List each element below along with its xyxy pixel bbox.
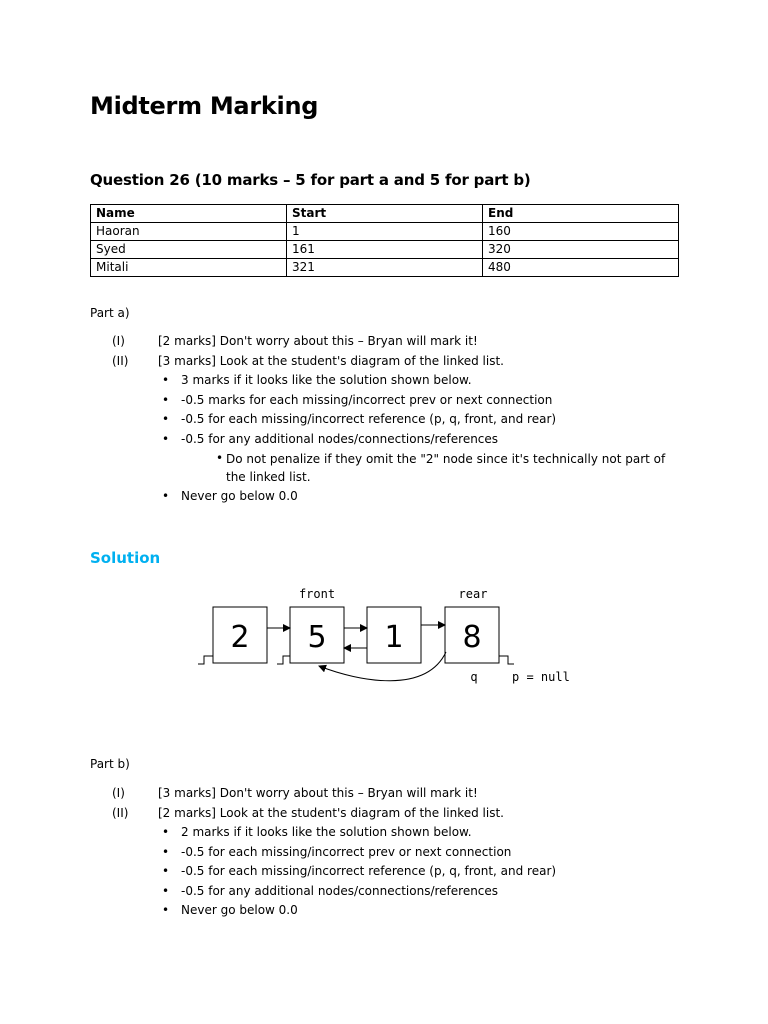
part-a-list (90, 332, 690, 507)
table-cell: 320 (483, 241, 679, 259)
item-text: [3 marks] Look at the student's diagram of the linked list. (158, 353, 504, 368)
bullet-icon: • (162, 489, 170, 503)
table-row (91, 259, 679, 277)
null-terminator (198, 656, 213, 664)
table-row (91, 223, 679, 241)
bullet-item (90, 823, 690, 843)
bullet-text: Never go below 0.0 (181, 903, 298, 917)
bullet-item (90, 430, 690, 450)
table-cell: 161 (287, 241, 483, 259)
bullet-item (90, 391, 690, 411)
bullet-item (90, 882, 690, 902)
bullet-text: Never go below 0.0 (181, 489, 298, 503)
item-number: (I) (112, 786, 125, 800)
table-header-row (91, 205, 679, 223)
table-row (91, 241, 679, 259)
list-item (90, 332, 690, 352)
bullet-item (90, 843, 690, 863)
node-value: 1 (384, 620, 404, 655)
bullet-icon: • (162, 431, 170, 446)
bullet-icon: • (162, 392, 170, 407)
list-item (90, 804, 690, 824)
node-value: 2 (230, 620, 250, 655)
question-heading: Question 26 (10 marks – 5 for part a and 5 for part b) (90, 171, 531, 189)
table-cell: 321 (287, 259, 483, 277)
bullet-icon: • (162, 903, 170, 917)
bullet-text: 2 marks if it looks like the solution shown below. (181, 825, 472, 839)
bullet-icon: • (162, 864, 170, 878)
node-value: 5 (307, 620, 327, 655)
bullet-text: -0.5 for each missing/incorrect reference (p, q, front, and rear) (181, 864, 557, 878)
document-title: Midterm Marking (90, 92, 319, 120)
bullet-icon: • (162, 373, 170, 387)
null-terminator (277, 656, 290, 664)
item-text: [2 marks] Look at the student's diagram of the linked list. (158, 805, 504, 820)
marker-assignment-table (90, 204, 679, 277)
table-cell: 1 (287, 223, 483, 241)
linked-list-diagram (190, 582, 590, 692)
table-header-cell: Name (91, 205, 287, 223)
node-value: 8 (462, 620, 482, 655)
table-cell: 160 (483, 223, 679, 241)
item-number: (II) (112, 805, 129, 820)
null-terminator (499, 656, 514, 664)
table-header-cell: Start (287, 205, 483, 223)
part-a-label: Part a) (90, 306, 130, 320)
bullet-icon: • (162, 825, 170, 839)
bullet-item (90, 862, 690, 882)
bullet-item (90, 371, 690, 391)
bullet-icon: • (162, 844, 170, 859)
sub-bullet-text: Do not penalize if they omit the "2" node since it's technically not part of the linked list. (226, 452, 666, 484)
bullet-icon: • (216, 451, 224, 465)
solution-heading: Solution (90, 549, 161, 567)
table-cell: Syed (91, 241, 287, 259)
table-header-cell: End (483, 205, 679, 223)
bullet-text: -0.5 for each missing/incorrect reference (p, q, front, and rear) (181, 412, 557, 426)
list-item (90, 784, 690, 804)
bullet-icon: • (162, 883, 170, 898)
part-b-list (90, 784, 690, 921)
item-number: (II) (112, 353, 129, 368)
sub-bullet-item (90, 449, 690, 487)
list-item (90, 352, 690, 372)
item-text: [3 marks] Don't worry about this – Bryan will mark it! (158, 786, 478, 800)
bullet-item (90, 487, 690, 507)
bullet-icon: • (162, 412, 170, 426)
table-cell: Haoran (91, 223, 287, 241)
item-number: (I) (112, 334, 125, 348)
bullet-text: 3 marks if it looks like the solution shown below. (181, 373, 472, 387)
part-b-label: Part b) (90, 757, 130, 771)
item-text: [2 marks] Don't worry about this – Bryan will mark it! (158, 334, 478, 348)
table-cell: 480 (483, 259, 679, 277)
bullet-item (90, 410, 690, 430)
bullet-text: -0.5 for each missing/incorrect prev or next connection (181, 844, 512, 859)
p-label: p = null (512, 670, 570, 684)
front-label: front (298, 587, 336, 601)
q-label: q (470, 670, 478, 684)
bullet-text: -0.5 for any additional nodes/connections/references (181, 883, 499, 898)
bullet-item (90, 901, 690, 921)
bullet-text: -0.5 for any additional nodes/connections/references (181, 431, 499, 446)
table-cell: Mitali (91, 259, 287, 277)
rear-label: rear (458, 587, 488, 601)
bullet-text: -0.5 marks for each missing/incorrect prev or next connection (181, 392, 553, 407)
